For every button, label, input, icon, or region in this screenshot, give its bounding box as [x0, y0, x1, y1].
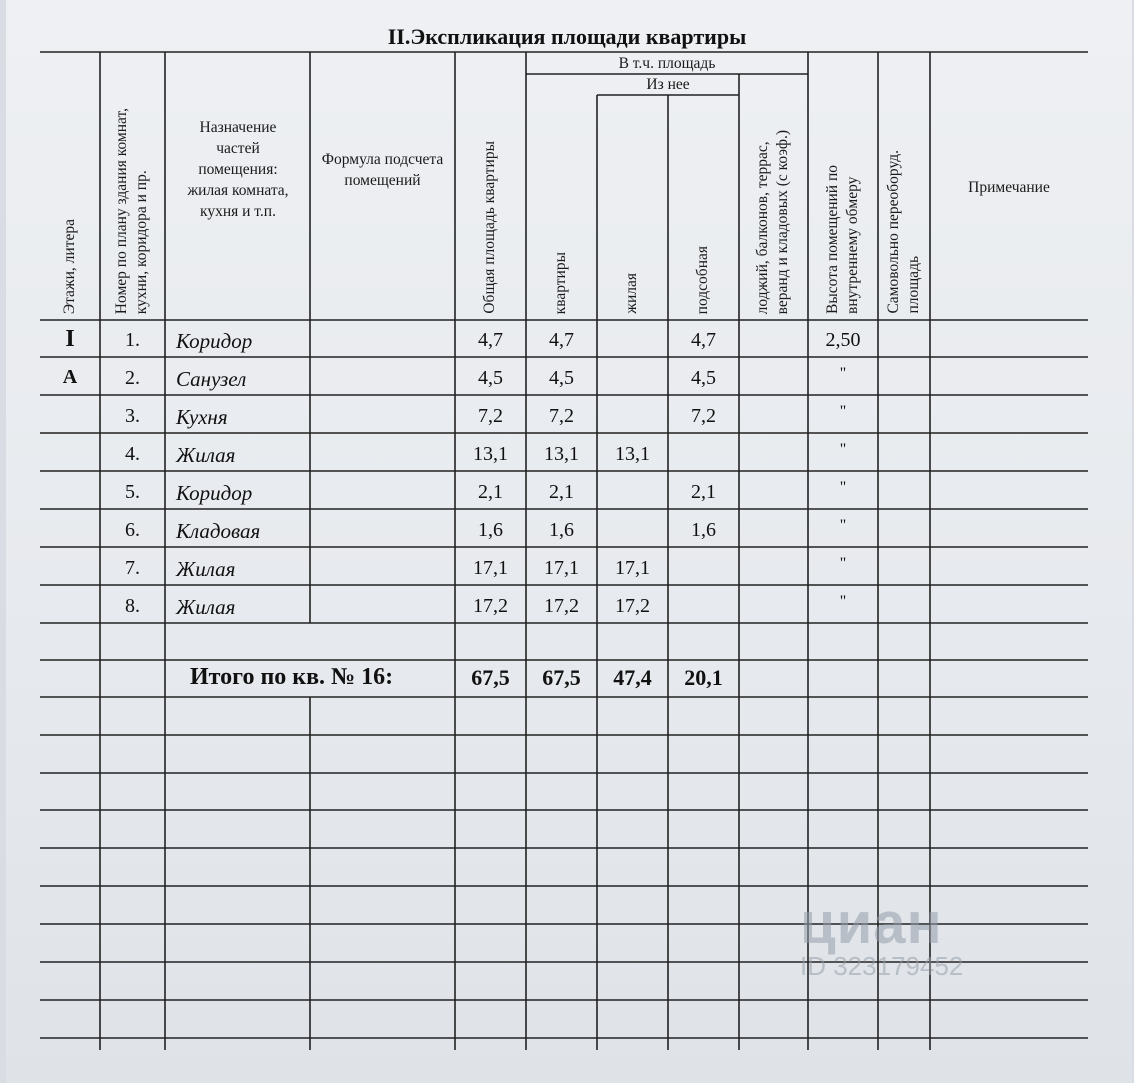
room-apartment-area: 4,5 — [549, 367, 574, 389]
room-total-area: 17,2 — [473, 595, 508, 617]
room-number: 7. — [125, 557, 140, 579]
total-apartment-sum: 67,5 — [542, 665, 581, 690]
header-purpose: Назначение частей помещения: жилая комната, кухня и т.п. — [187, 119, 289, 220]
header-note: Примечание — [968, 179, 1050, 196]
room-living-area: 17,2 — [615, 595, 650, 617]
header-formula: Формула подсчета помещений — [321, 151, 444, 189]
room-total-area: 1,6 — [478, 519, 503, 541]
room-auxiliary-area: 2,1 — [691, 481, 716, 503]
header-room-number: Номер по плану здания комнат, кухни, коридора и пр. — [113, 107, 151, 314]
header-incl-area: В т.ч. площадь — [618, 55, 716, 72]
room-total-area: 4,5 — [478, 367, 503, 389]
header-apartment: квартиры — [552, 251, 570, 314]
room-number: 1. — [125, 329, 140, 351]
room-living-area: 13,1 — [615, 443, 650, 465]
room-auxiliary-area: 4,5 — [691, 367, 716, 389]
room-apartment-area: 17,1 — [544, 557, 579, 579]
room-auxiliary-area: 1,6 — [691, 519, 716, 541]
room-total-area: 13,1 — [473, 443, 508, 465]
room-name: Коридор — [176, 481, 253, 505]
room-name: Жилая — [176, 443, 236, 467]
room-number: 4. — [125, 443, 140, 465]
cian-watermark: циан ID 323179452 — [800, 891, 964, 981]
header-loggias: лоджий, балконов, террас, веранд и кладовых (с коэф.) — [754, 129, 792, 314]
header-of-which: Из нее — [646, 76, 690, 93]
room-name: Жилая — [176, 595, 236, 619]
header-height: Высота помещений по внутреннему обмеру — [823, 165, 861, 314]
room-total-area: 17,1 — [473, 557, 508, 579]
room-apartment-area: 2,1 — [549, 481, 574, 503]
room-apartment-area: 17,2 — [544, 595, 579, 617]
room-height: " — [839, 403, 847, 420]
room-height: " — [839, 517, 847, 534]
room-name: Кладовая — [176, 519, 261, 543]
litera-mark: А — [62, 366, 78, 388]
room-height: " — [839, 479, 847, 496]
room-total-area: 7,2 — [478, 405, 503, 427]
room-height: " — [839, 593, 847, 610]
total-living-sum: 47,4 — [613, 665, 652, 690]
room-number: 2. — [125, 367, 140, 389]
total-label: Итого по кв. № 16: — [190, 664, 394, 690]
room-apartment-area: 7,2 — [549, 405, 574, 427]
room-number: 6. — [125, 519, 140, 541]
room-living-area: 17,1 — [615, 557, 650, 579]
room-name: Санузел — [176, 367, 247, 391]
header-total-area: Общая площадь квартиры — [481, 141, 499, 314]
room-height: " — [839, 555, 847, 572]
page-title: II.Экспликация площади квартиры — [387, 24, 747, 49]
room-number: 8. — [125, 595, 140, 617]
room-name: Жилая — [176, 557, 236, 581]
room-auxiliary-area: 4,7 — [691, 329, 716, 351]
total-area-sum: 67,5 — [471, 665, 510, 690]
room-auxiliary-area: 7,2 — [691, 405, 716, 427]
header-unauthorized: Самовольно переоборуд. площадь — [884, 150, 922, 314]
room-total-area: 2,1 — [478, 481, 503, 503]
header-living: жилая — [623, 273, 641, 314]
floor-mark: I — [65, 326, 75, 352]
total-auxiliary-sum: 20,1 — [684, 665, 723, 690]
room-height: " — [839, 365, 847, 382]
room-apartment-area: 13,1 — [544, 443, 579, 465]
room-name: Кухня — [176, 405, 228, 429]
room-apartment-area: 4,7 — [549, 329, 574, 351]
header-floor: Этажи, литера — [60, 218, 78, 314]
room-total-area: 4,7 — [478, 329, 503, 351]
room-height: " — [839, 441, 847, 458]
room-name: Коридор — [176, 329, 253, 353]
room-number: 3. — [125, 405, 140, 427]
room-apartment-area: 1,6 — [549, 519, 574, 541]
header-auxiliary: подсобная — [694, 245, 712, 314]
room-height: 2,50 — [825, 329, 861, 351]
room-number: 5. — [125, 481, 140, 503]
